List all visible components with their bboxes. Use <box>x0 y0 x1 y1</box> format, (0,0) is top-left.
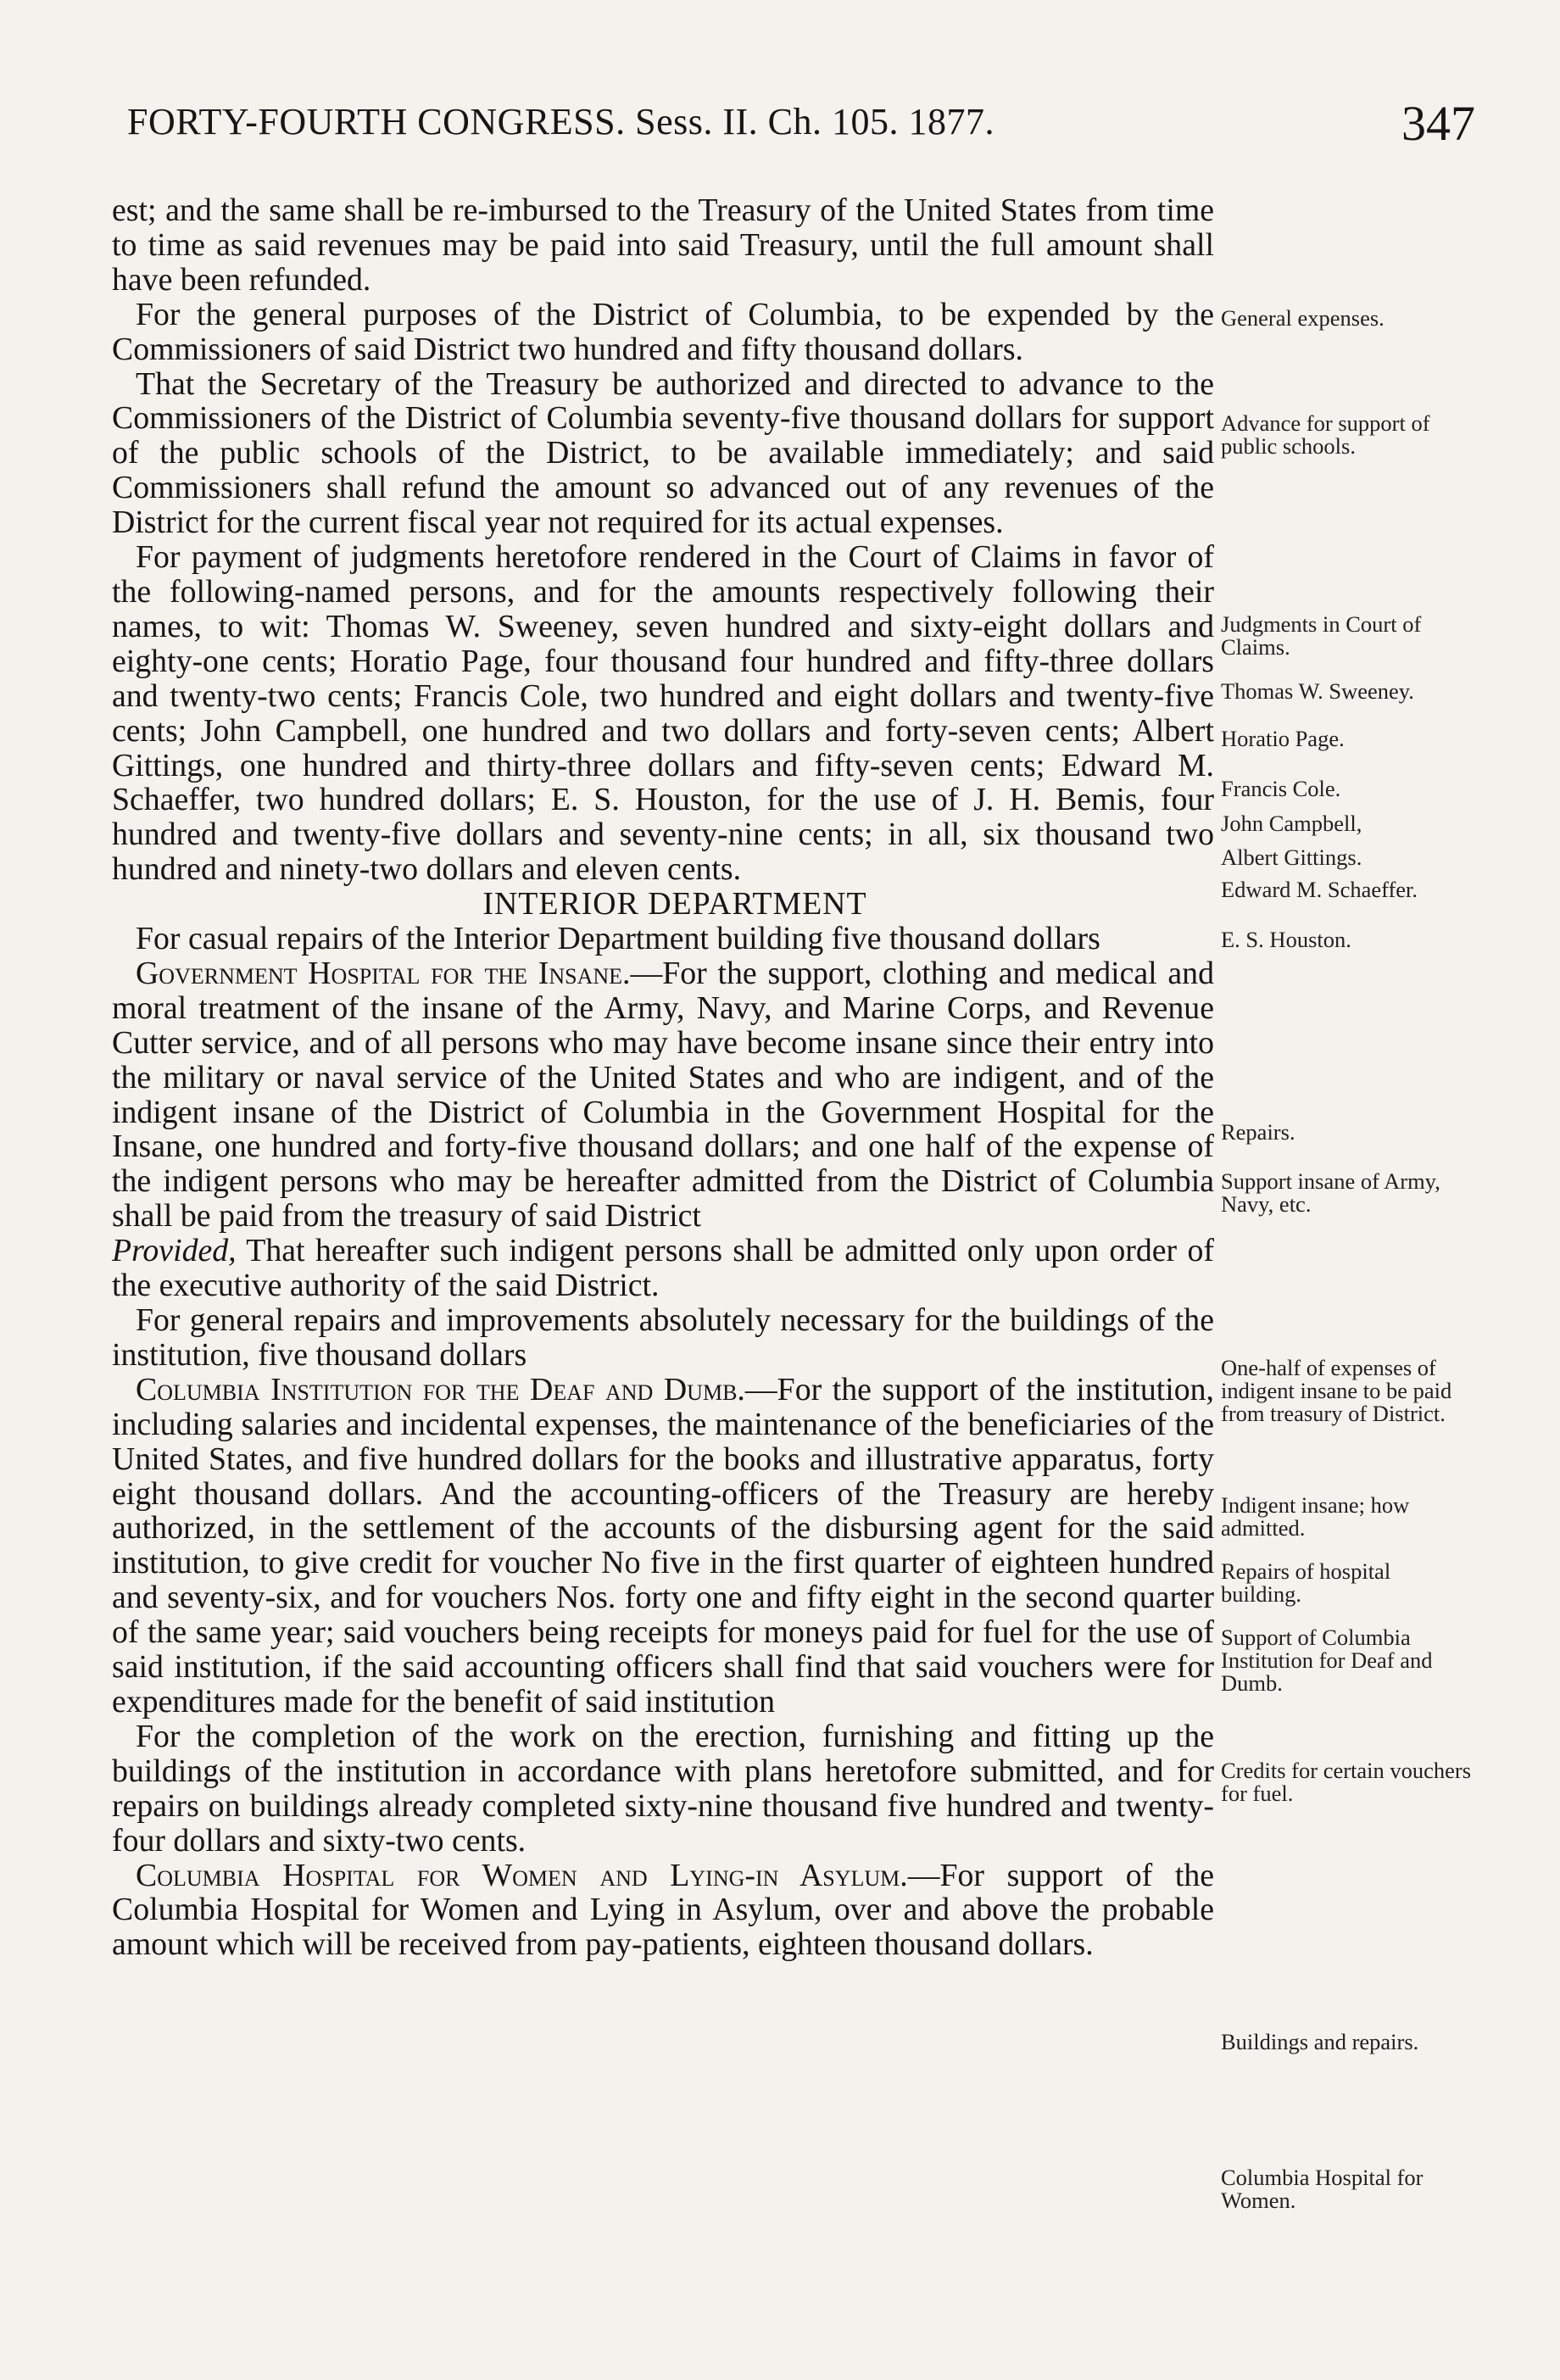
page-header <box>127 95 1475 156</box>
paragraph-casual-repairs: For casual repairs of the Interior Department building five thousand dollars <box>136 921 1100 957</box>
margin-note-general-expenses: General expenses. <box>1221 305 1384 331</box>
paragraph-deaf-dumb <box>112 1373 1214 1720</box>
running-head: FORTY-FOURTH CONGRESS. Sess. II. Ch. 105. 1877. <box>127 101 994 142</box>
margin-note-page: Horatio Page. <box>1221 726 1345 751</box>
paragraph-women-hospital <box>112 1859 1214 1963</box>
proviso-label: Provided, <box>112 1233 237 1269</box>
paragraph-general-repairs: For general repairs and improvements absolutely necessary for the buildings of the institution, five thousand dollars <box>112 1302 1214 1373</box>
text-women-hospital: —For support of the Columbia Hospital for Women and Lying in Asylum, over and above the probable amount which will be received from pay-patients, eighteen thousand dollars. <box>112 1857 1214 1963</box>
margin-note-deaf-dumb: Support of Columbia Institution for Deaf and Dumb. <box>1221 1625 1433 1696</box>
margin-note-buildings: Buildings and repairs. <box>1221 2029 1419 2054</box>
margin-note-credits: Credits for certain vouchers for fuel. <box>1221 1758 1472 1806</box>
margin-note-repairs: Repairs. <box>1221 1119 1295 1145</box>
margin-note-one-half: One-half of expenses of indigent insane to be paid from treasury of District. <box>1221 1355 1452 1426</box>
margin-note-houston: E. S. Houston. <box>1221 927 1351 952</box>
section-heading-interior: INTERIOR DEPARTMENT <box>482 886 867 922</box>
margin-note-schaeffer: Edward M. Schaeffer. <box>1221 877 1418 902</box>
margin-note-women-hospital: Columbia Hospital for Women. <box>1221 2165 1424 2213</box>
paragraph-buildings: For the completion of the work on the erection, furnishing and fitting up the buildings of the institution in accordance with plans heretofore submitted, and for repairs on buildings already completed sixty-nine thousand five hundred and twenty-four dollars and sixty-two cents. <box>112 1718 1214 1859</box>
main-text-column <box>112 193 1214 1962</box>
caption-deaf-dumb: Columbia Institution for the Deaf and Dumb. <box>136 1371 745 1407</box>
paragraph-general-purposes: For the general purposes of the District of Columbia, to be expended by the Commissioners of said District two hundred and fifty thousand dollars. <box>112 296 1214 367</box>
margin-note-admission: Indigent insane; how admitted. <box>1221 1492 1410 1541</box>
caption-hospital-insane: Government Hospital for the Insane. <box>136 955 631 991</box>
margin-note-cole: Francis Cole. <box>1221 776 1341 801</box>
margin-note-support-insane: Support insane of Army, Navy, etc. <box>1221 1168 1440 1217</box>
proviso-text: That hereafter such indigent persons shall be admitted only upon order of the executive authority of the said District. <box>112 1233 1214 1304</box>
margin-note-sweeney: Thomas W. Sweeney. <box>1221 678 1414 704</box>
page-number: 347 <box>1401 96 1475 151</box>
margin-note-gittings: Albert Gittings. <box>1221 844 1362 870</box>
paragraph-hospital-insane <box>112 956 1214 1234</box>
margin-note-public-schools: Advance for support of public schools. <box>1221 410 1430 459</box>
text-hospital-insane: —For the support, clothing and medical and moral treatment of the insane of the Army, Navy, and Marine Corps, and Revenue Cutter service, and of all persons who may have become insane since their entry into the military or naval service of the United States and who are indigent, and of the indigent insane of the District of Columbia in the Government Hospital for the Insane, one hundred and forty-five thousand dollars; and one half of the expense of the indigent persons who may be hereafter admitted from the District of Columbia shall be paid from the treasury of said District <box>112 955 1214 1235</box>
paragraph-reimbursement: est; and the same shall be re-imbursed to the Treasury of the United States from time to time as said revenues may be paid into said Treasury, until the full amount shall have been refunded. <box>112 192 1214 298</box>
margin-note-judgments: Judgments in Court of Claims. <box>1221 611 1422 660</box>
margin-note-hospital-repairs: Repairs of hospital building. <box>1221 1558 1391 1607</box>
text-deaf-dumb: —For the support of the institution, including salaries and incidental expenses, the maintenance of the beneficiaries of the United States, and five hundred dollars for the books and illustrative apparatus, forty eight thousand dollars. And the accounting-officers of the Treasury are hereby authorized, in the settlement of the accounts of the disbursing agent for the said institution, to give credit for voucher No five in the first quarter of eighteen hundred and seventy-six, and for vouchers Nos. forty one and fifty eight in the second quarter of the same year; said vouchers being receipts for moneys paid for fuel for the use of said institution, if the said accounting officers shall find that said vouchers were for expenditures made for the benefit of said institution <box>112 1371 1214 1720</box>
paragraph-proviso <box>112 1234 1214 1303</box>
paragraph-public-schools: That the Secretary of the Treasury be authorized and directed to advance to the Commissioners of the District of Columbia seventy-five thousand dollars for support of the public schools of the District, to be available immediately; and said Commissioners shall refund the amount so advanced out of any revenues of the District for the current fiscal year not required for its actual expenses. <box>112 365 1214 541</box>
margin-note-campbell: John Campbell, <box>1221 811 1362 836</box>
caption-women-hospital: Columbia Hospital for Women and Lying-in Asylum. <box>136 1857 908 1893</box>
paragraph-judgments: For payment of judgments heretofore rendered in the Court of Claims in favor of the following-named persons, and for the amounts respectively following their names, to wit: Thomas W. Sweeney, seven hundred and sixty-eight dollars and eighty-one cents; Horatio Page, four thousand four hundred and fifty-three dollars and twenty-two cents; Francis Cole, two hundred and eight dollars and twenty-five cents; John Campbell, one hundred and two dollars and forty-seven cents; Albert Gittings, one hundred and thirty-three dollars and fifty-seven cents; Edward M. Schaeffer, two hundred dollars; E. S. Houston, for the use of J. H. Bemis, four hundred and twenty-five dollars and seventy-nine cents; in all, six thousand two hundred and ninety-two dollars and eleven cents. <box>112 539 1214 888</box>
